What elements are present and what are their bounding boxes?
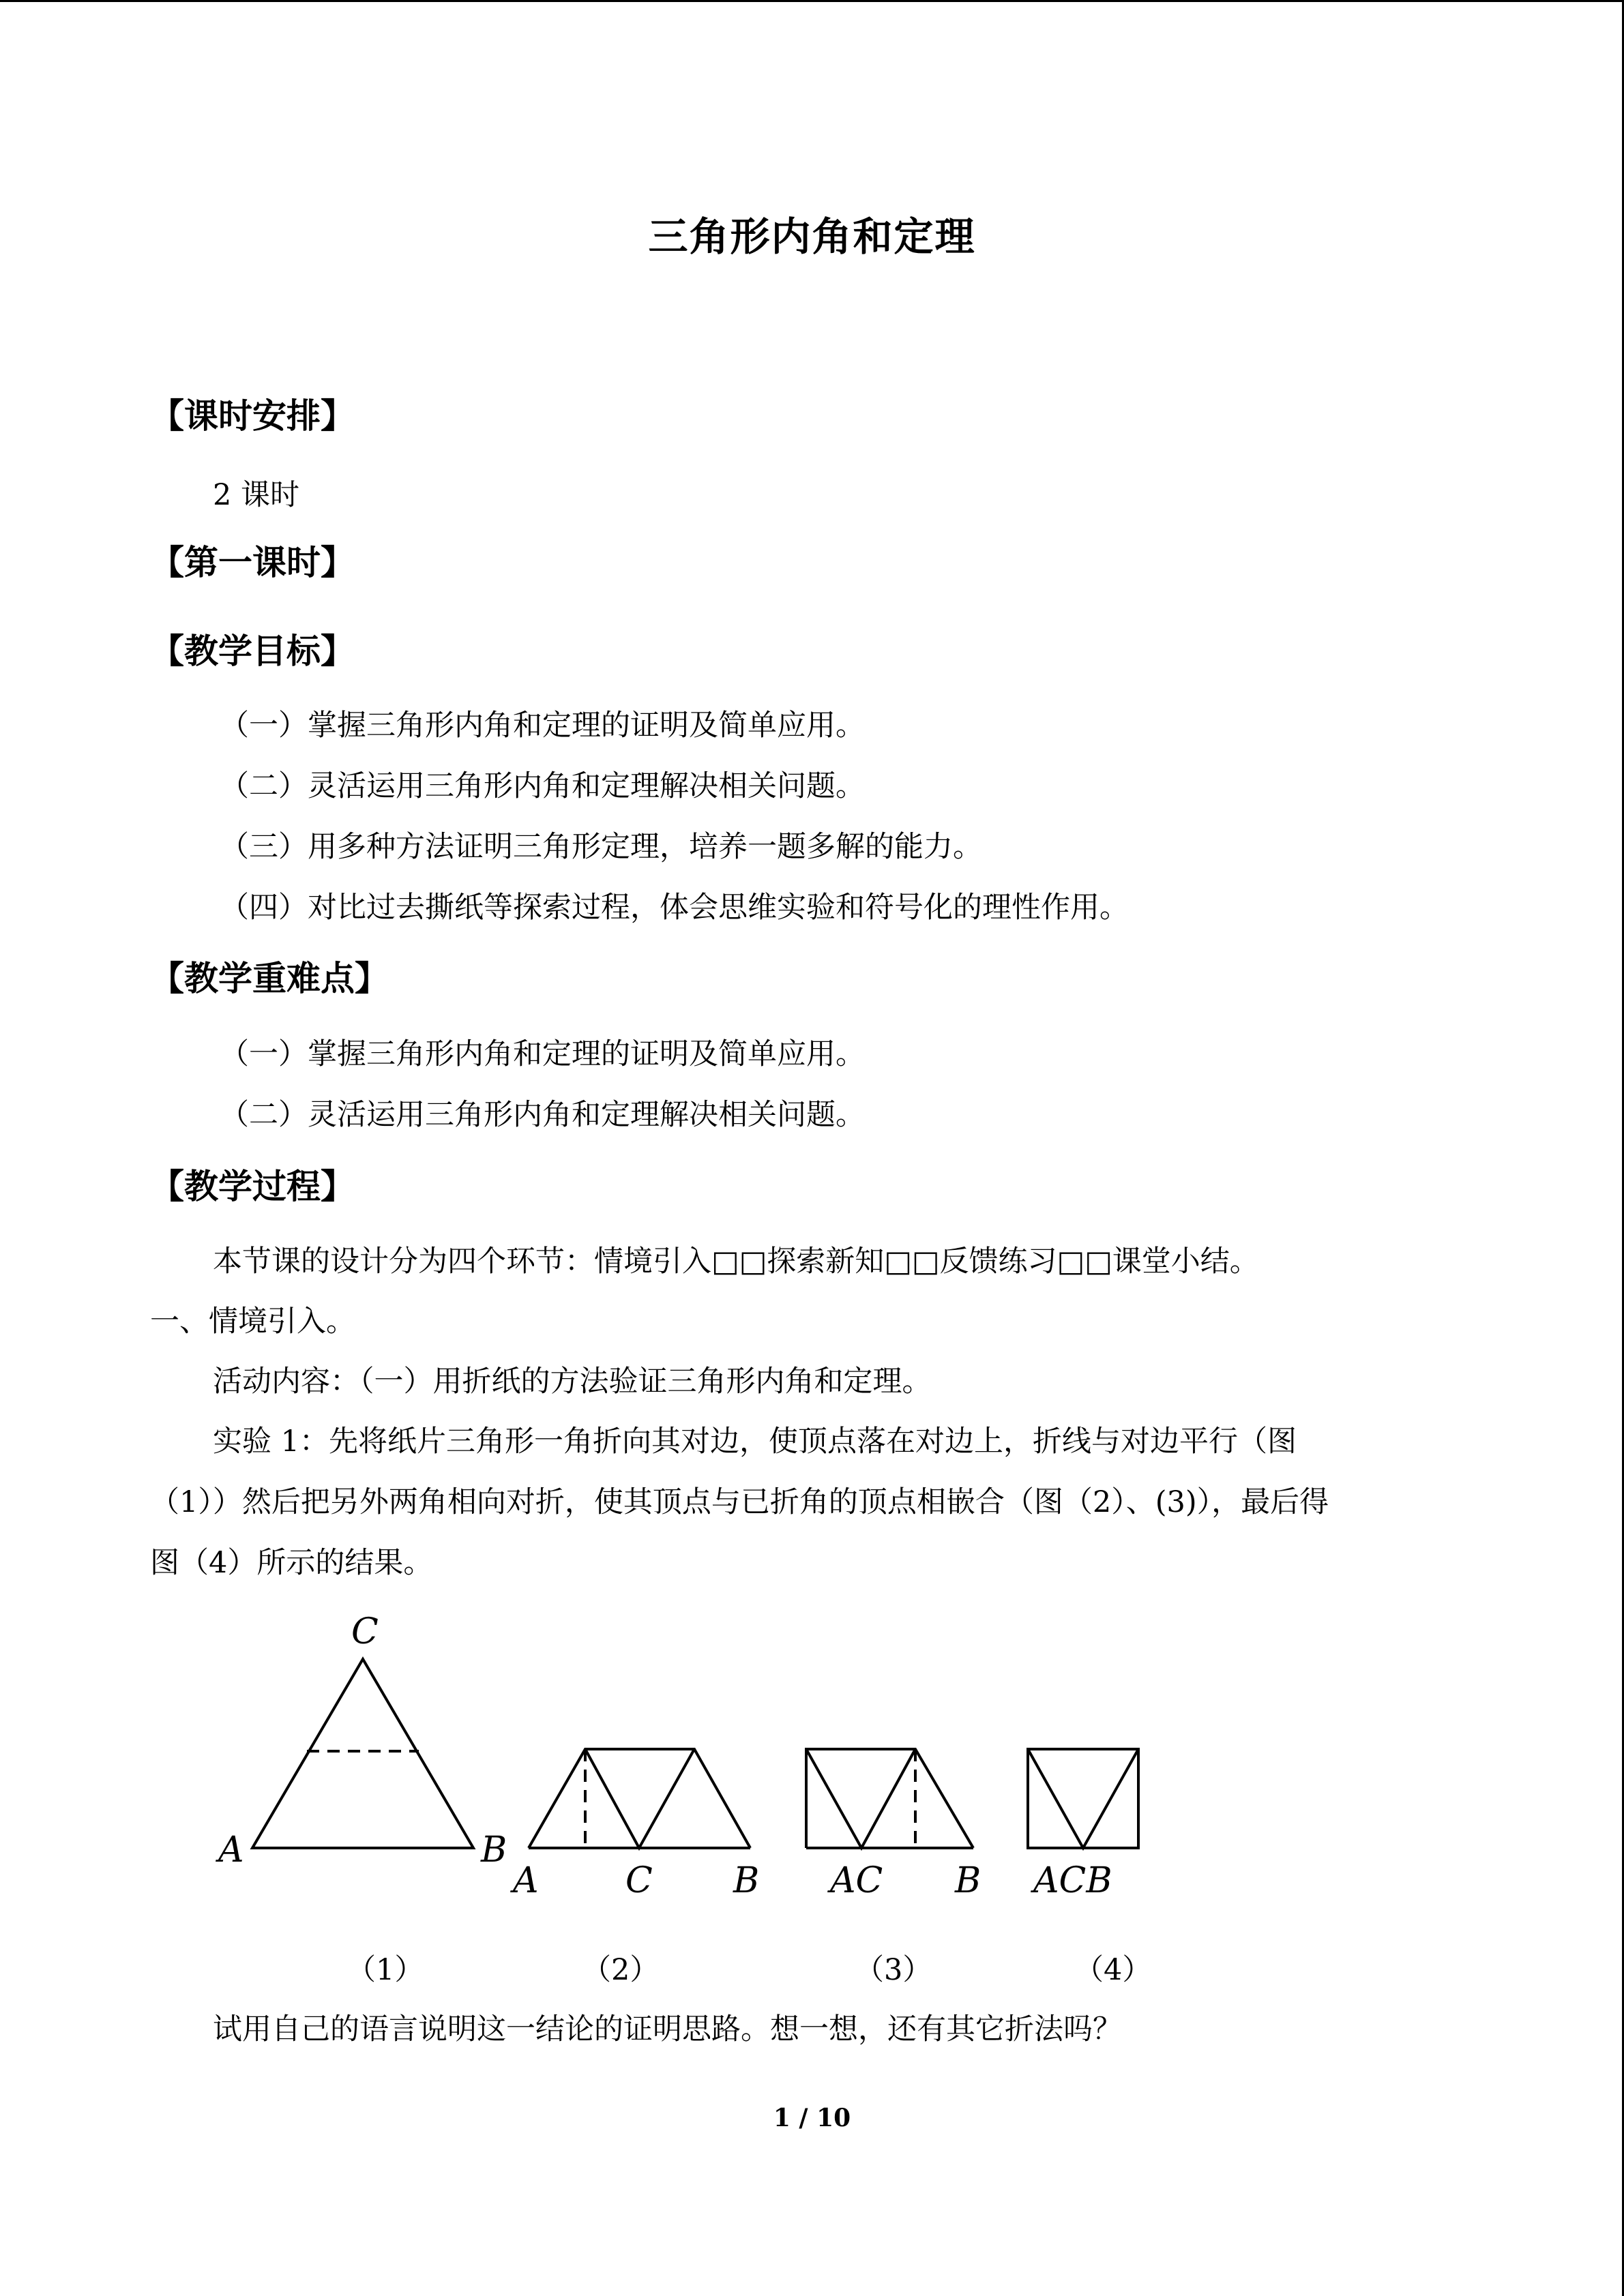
paper-folding-figure	[205, 1606, 1194, 1913]
process-step-1: 一、情境引入。	[150, 1304, 355, 1339]
fig1-label-left: A	[218, 1830, 244, 1870]
fig2-label-b: B	[733, 1860, 760, 1901]
heading-key-points: 【教学重难点】	[150, 959, 389, 998]
process-intro: 本节课的设计分为四个环节：情境引入□□探索新知□□反馈练习□□课堂小结。	[213, 1244, 1259, 1279]
activity-text: 活动内容：（一）用折纸的方法验证三角形内角和定理。	[213, 1365, 932, 1399]
fig3-label-ac: AC	[830, 1860, 883, 1901]
fig1-label-top: C	[351, 1611, 379, 1652]
fig3-folded-shape	[806, 1749, 973, 1848]
fig2-folded-shape	[529, 1749, 750, 1848]
heading-first-lesson: 【第一课时】	[150, 543, 355, 582]
heading-process: 【教学过程】	[150, 1167, 355, 1206]
caption-fig-1: （1）	[346, 1953, 424, 1987]
experiment-line-3: 图（4）所示的结果。	[150, 1546, 433, 1580]
document-title: 三角形内角和定理	[648, 213, 976, 260]
fig1-triangle	[252, 1659, 473, 1848]
objective-item-1: （一）掌握三角形内角和定理的证明及简单应用。	[220, 709, 865, 743]
objective-item-4: （四）对比过去撕纸等探索过程，体会思维实验和符号化的理性作用。	[220, 891, 1129, 925]
page-number: 1 / 10	[773, 2104, 851, 2132]
experiment-line-2: （1））然后把另外两角相向对折，使其顶点与已折角的顶点相嵌合（图（2）、(3)），最后得	[150, 1485, 1329, 1519]
objective-item-3: （三）用多种方法证明三角形定理，培养一题多解的能力。	[220, 830, 982, 864]
experiment-line-1: 实验 1：先将纸片三角形一角折向其对边，使顶点落在对边上，折线与对边平行（图	[213, 1425, 1297, 1459]
caption-fig-4: （4）	[1074, 1953, 1152, 1987]
closing-question: 试用自己的语言说明这一结论的证明思路。想一想，还有其它折法吗？	[213, 2012, 1122, 2046]
fig3-label-b: B	[955, 1860, 981, 1901]
heading-schedule: 【课时安排】	[150, 396, 355, 436]
fig4-rectangle	[1028, 1749, 1138, 1848]
fig4-label-acb: ACB	[1033, 1860, 1112, 1901]
fig1-label-right: B	[481, 1830, 507, 1870]
caption-fig-3: （3）	[855, 1953, 932, 1987]
fig2-label-a: A	[513, 1860, 539, 1901]
key-point-item-2: （二）灵活运用三角形内角和定理解决相关问题。	[220, 1098, 865, 1132]
objective-item-2: （二）灵活运用三角形内角和定理解决相关问题。	[220, 769, 865, 803]
heading-objectives: 【教学目标】	[150, 631, 355, 671]
key-point-item-1: （一）掌握三角形内角和定理的证明及简单应用。	[220, 1037, 865, 1071]
caption-fig-2: （2）	[582, 1953, 660, 1987]
schedule-text: 2 课时	[213, 478, 300, 512]
fig2-label-c: C	[625, 1860, 653, 1901]
